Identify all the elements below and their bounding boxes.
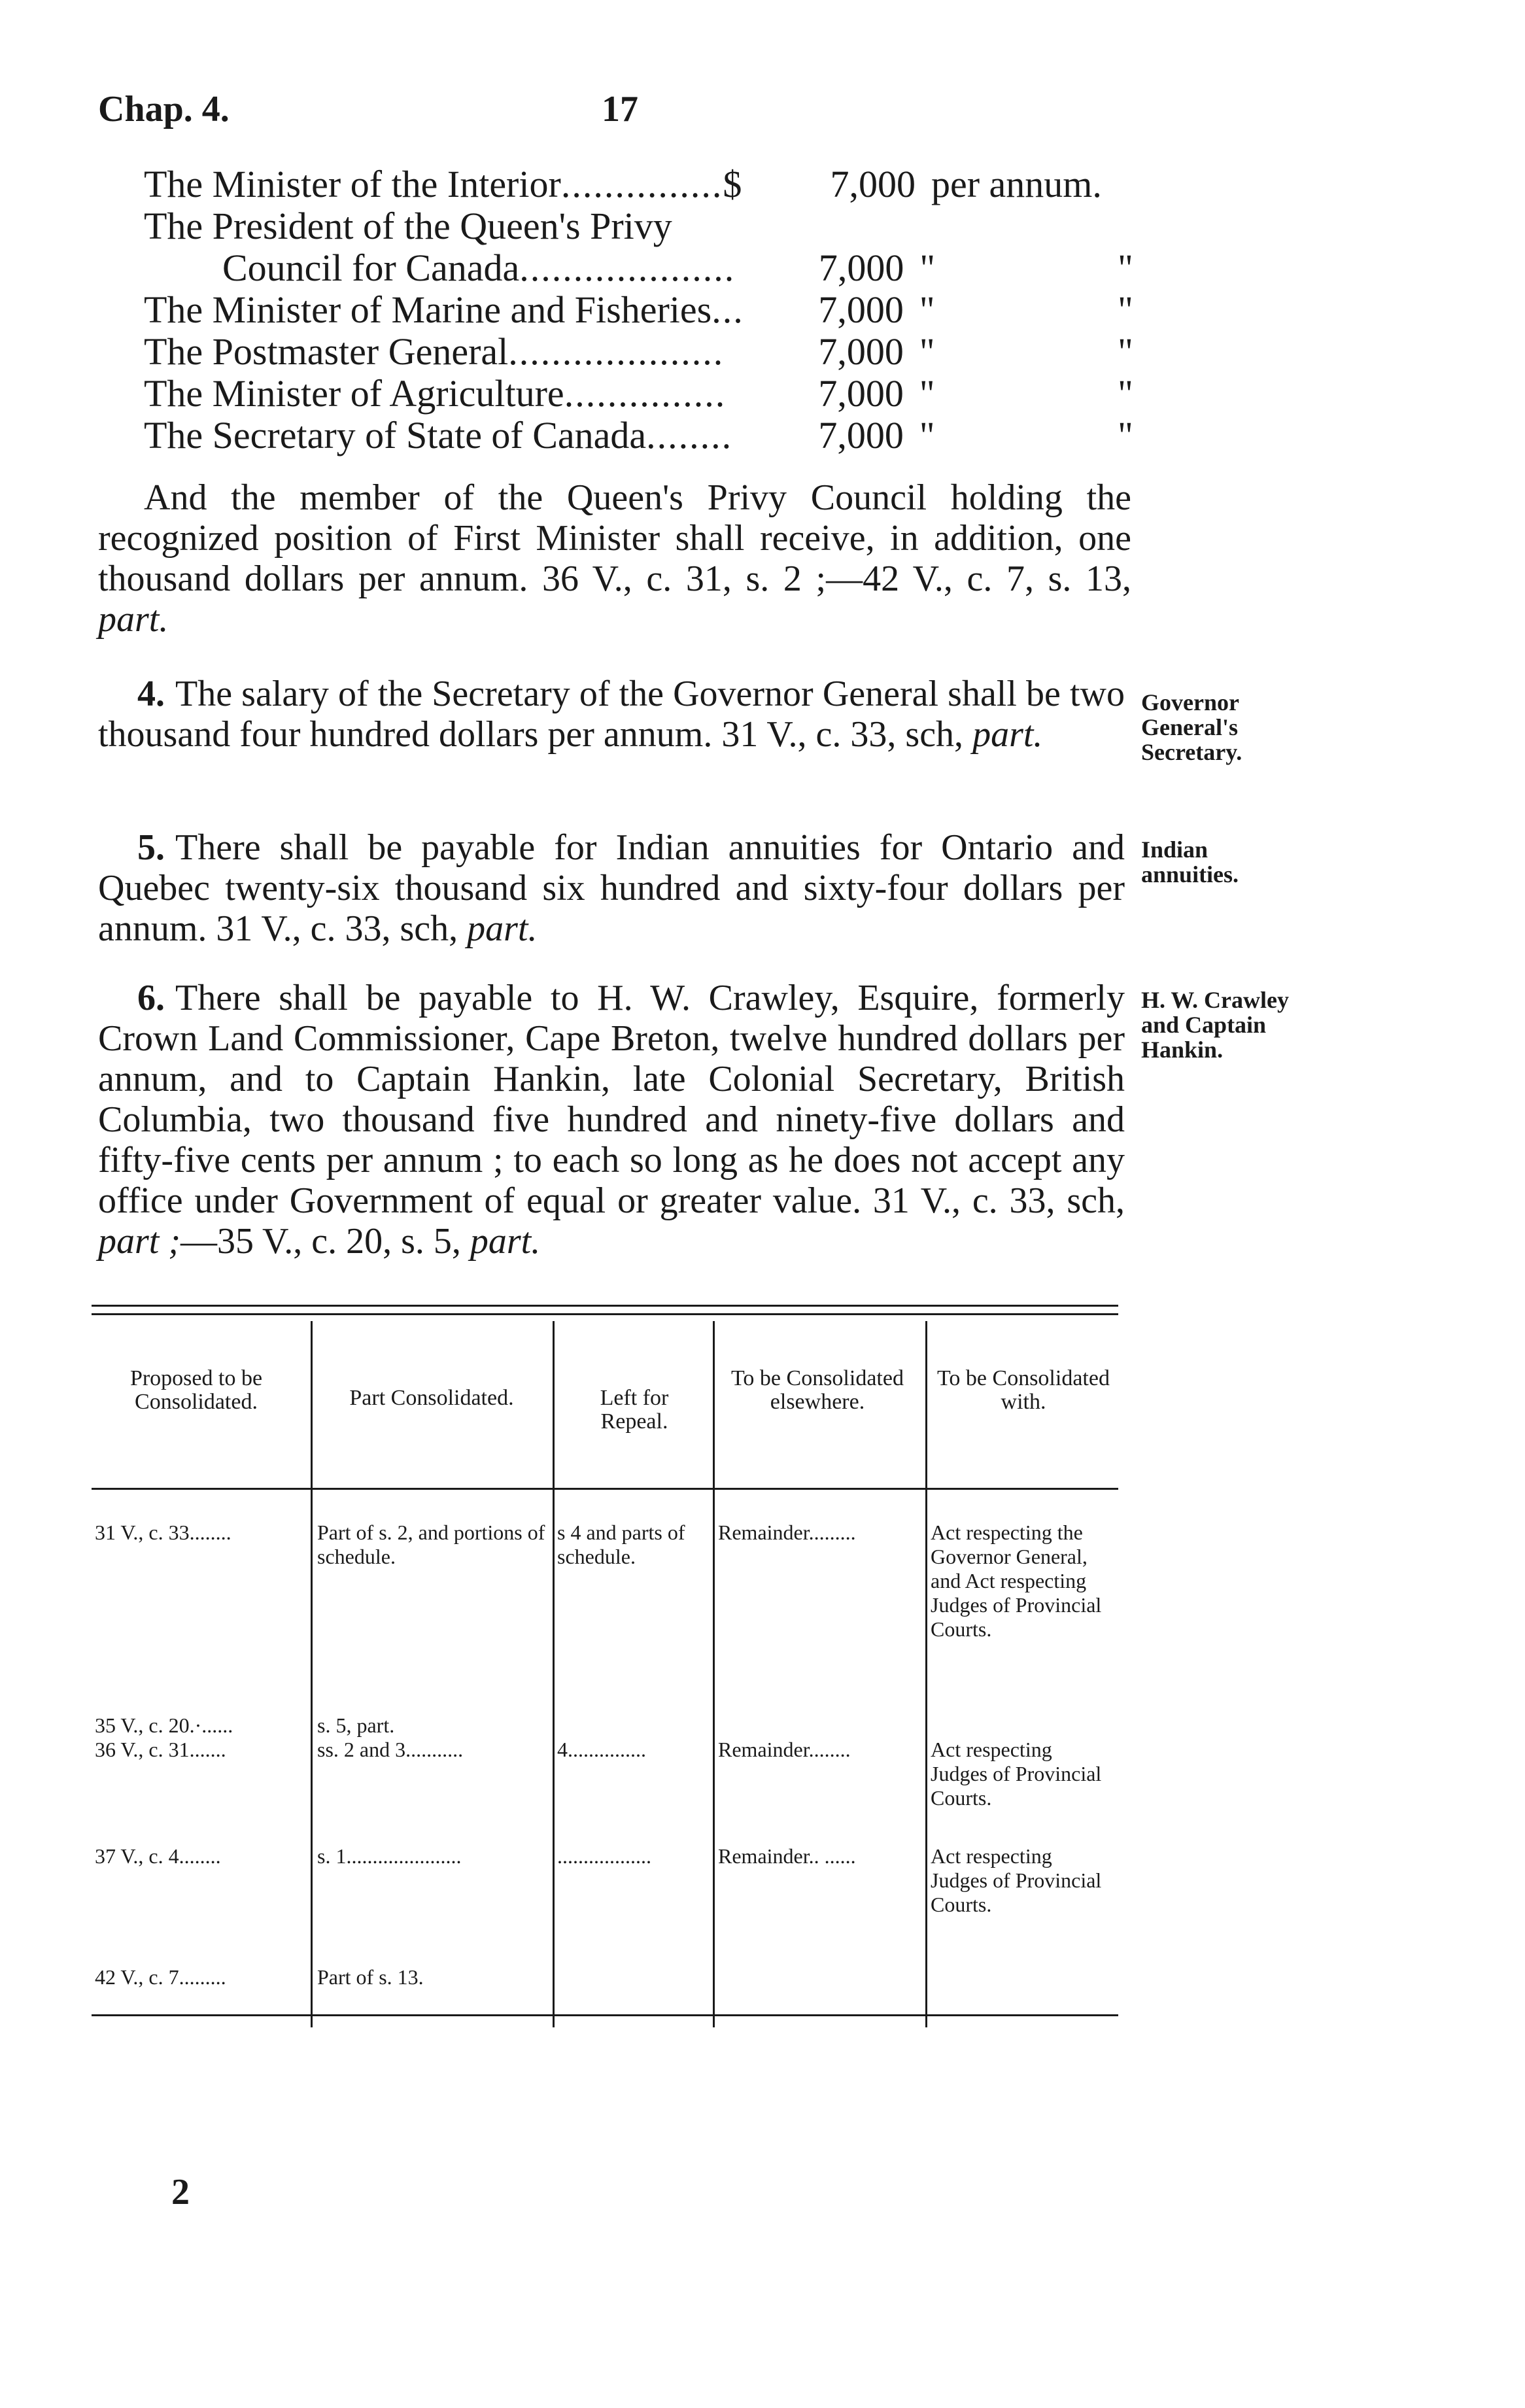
- table-row-elsewhere: Remainder........: [718, 1738, 851, 1761]
- salary-row: The Postmaster General.................... 7,000 " ": [144, 330, 1133, 373]
- table-row-part: Part of s. 13.: [317, 1965, 424, 1989]
- salary-row: The Minister of Agriculture............... 7,000 " ": [144, 372, 1133, 415]
- table-row-part: s. 1......................: [317, 1844, 462, 1868]
- table-divider: [553, 1321, 555, 2027]
- table-row-part: Part of s. 2, and portions of schedule.: [317, 1521, 545, 1568]
- consolidation-table: [92, 1321, 1118, 2027]
- table-row-proposed: 31 V., c. 33........: [95, 1521, 231, 1544]
- table-row-left: s 4 and parts of schedule.: [557, 1521, 685, 1568]
- table-row-elsewhere: Remainder.........: [718, 1521, 856, 1544]
- table-top-rule: [92, 1305, 1118, 1307]
- margin-note-governor-generals-secretary: Governor General's Secretary.: [1141, 689, 1242, 765]
- header-rule: [92, 1488, 1118, 1490]
- margin-note-indian-annuities: Indian annuities.: [1141, 836, 1239, 887]
- section-6: 6. There shall be payable to H. W. Crawley, Esquire, formerly Crown Land Commissioner, Cape Breton, twelve hundred dollars per annum, and to Captain Hankin, late Colonial Secretary, British Columbia, two thousand five hundred and ninety-five dollars and fifty-five cents per annum ; to each so long as he does not accept any office under Government of equal or greater value. 31 V., c. 33, sch, part ;—35 V., c. 20, s. 5, part.: [98, 978, 1125, 1262]
- table-row-proposed: 36 V., c. 31.......: [95, 1738, 226, 1761]
- table-row-with: Act respecting the Governor General, and Act respecting Judges of Provincial Courts.: [931, 1521, 1102, 1641]
- salary-row: The Secretary of State of Canada........ 7,000 " ": [144, 414, 1133, 456]
- table-row-with: Act respecting Judges of Provincial Courts.: [931, 1738, 1102, 1810]
- first-minister-paragraph: And the member of the Queen's Privy Council holding the recognized position of First Minister shall receive, in addition, one thousand dollars per annum. 36 V., c. 31, s. 2 ;—42 V., c. 7, s. 13, part.: [98, 477, 1131, 640]
- salary-row: The Minister of Marine and Fisheries... 7,000 " ": [144, 288, 1133, 331]
- section-4: 4. The salary of the Secretary of the Governor General shall be two thousand four hundred dollars per annum. 31 V., c. 33, sch, part.: [98, 674, 1125, 755]
- page-number: 17: [602, 89, 638, 129]
- table-row-left: 4...............: [557, 1738, 646, 1761]
- table-divider: [925, 1321, 927, 2027]
- table-row-part: s. 5, part.: [317, 1713, 395, 1737]
- chapter-label: Chap. 4.: [98, 89, 230, 129]
- salary-row: The Minister of the Interior...............$ 7,000 per annum.: [144, 163, 1102, 205]
- signature-mark: 2: [171, 2172, 190, 2212]
- table-row-proposed: 37 V., c. 4........: [95, 1844, 221, 1868]
- table-bottom-rule: [92, 2014, 1118, 2016]
- header-with: To be Consolidated with.: [937, 1366, 1110, 1414]
- table-row-with: Act respecting Judges of Provincial Courts.: [931, 1844, 1102, 1916]
- header-elsewhere: To be Consolidated elsewhere.: [731, 1366, 904, 1414]
- header-left: Left for Repeal.: [600, 1386, 669, 1434]
- table-top-rule-2: [92, 1313, 1118, 1315]
- table-row-proposed: 35 V., c. 20.·......: [95, 1713, 233, 1737]
- salary-row: Council for Canada.................... 7,000 " ": [222, 247, 1133, 289]
- salary-list: [144, 163, 1164, 456]
- table-row-elsewhere: Remainder.. ......: [718, 1844, 856, 1868]
- salary-row: The President of the Queen's Privy: [144, 205, 672, 247]
- table-row-left: ..................: [557, 1844, 651, 1868]
- table-divider: [713, 1321, 715, 2027]
- table-row-part: ss. 2 and 3...........: [317, 1738, 464, 1761]
- margin-note-crawley-hankin: H. W. Crawley and Captain Hankin.: [1141, 987, 1290, 1063]
- table-row-proposed: 42 V., c. 7.........: [95, 1965, 226, 1989]
- header-proposed: Proposed to be Consolidated.: [129, 1366, 263, 1414]
- section-5: 5. There shall be payable for Indian annuities for Ontario and Quebec twenty-six thousand six hundred and sixty-four dollars per annum. 31 V., c. 33, sch, part.: [98, 827, 1125, 949]
- header-part: Part Consolidated.: [349, 1386, 514, 1410]
- table-divider: [311, 1321, 313, 2027]
